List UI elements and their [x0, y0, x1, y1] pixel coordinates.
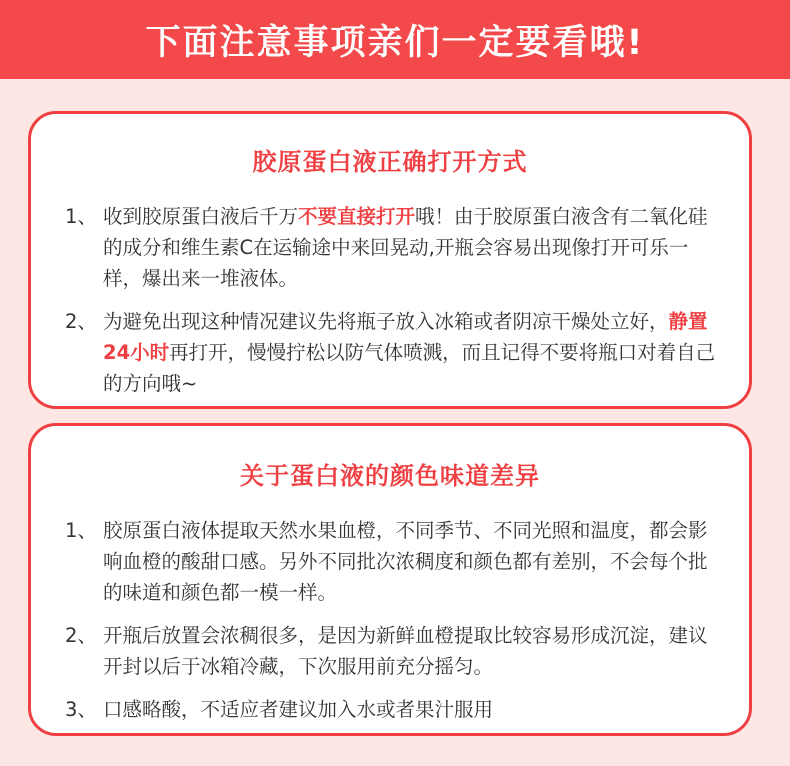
section-card-color-taste	[28, 423, 752, 736]
list-item	[65, 201, 719, 294]
info-list	[31, 515, 749, 725]
item-highlight: 静置24小时	[103, 310, 708, 364]
section-card-opening	[28, 111, 752, 409]
item-text: 口感略酸，不适应者建议加入水或者果汁服用	[103, 698, 494, 721]
item-number: 1、	[65, 205, 97, 228]
item-number: 2、	[65, 310, 97, 333]
item-number: 1、	[65, 519, 97, 542]
page-title: 下面注意事项亲们一定要看哦!	[145, 22, 645, 63]
section-title: 关于蛋白液的颜色味道差异	[240, 462, 540, 490]
item-text: 开瓶后放置会浓稠很多，是因为新鲜血橙提取比较容易形成沉淀，建议开封以后于冰箱冷藏，下次服用前充分摇匀。	[103, 624, 708, 678]
instruction-list	[31, 201, 749, 399]
item-number: 3、	[65, 698, 97, 721]
header-banner	[0, 0, 790, 79]
item-text-pre: 为避免出现这种情况建议先将瓶子放入冰箱或者阴凉干燥处立好，	[103, 310, 669, 333]
list-item	[65, 620, 719, 682]
item-highlight: 不要直接打开	[298, 205, 416, 228]
item-text-post: 再打开，慢慢拧松以防气体喷溅，而且记得不要将瓶口对着自己的方向哦~	[103, 341, 716, 395]
list-item	[65, 694, 719, 725]
item-text-pre: 收到胶原蛋白液后千万	[103, 205, 299, 228]
item-text	[103, 201, 719, 294]
list-item	[65, 515, 719, 608]
section-title: 胶原蛋白液正确打开方式	[252, 148, 528, 176]
item-text: 胶原蛋白液体提取天然水果血橙，不同季节、不同光照和温度，都会影响血橙的酸甜口感。另外不同批次浓稠度和颜色都有差别，不会每个批的味道和颜色都一模一样。	[103, 519, 708, 604]
item-number: 2、	[65, 624, 97, 647]
item-text	[103, 306, 719, 399]
list-item	[65, 306, 719, 399]
item-text-post: 哦！由于胶原蛋白液含有二氧化硅的成分和维生素C在运输途中来回晃动,开瓶会容易出现像打开可乐一样，爆出来一堆液体。	[103, 205, 708, 290]
